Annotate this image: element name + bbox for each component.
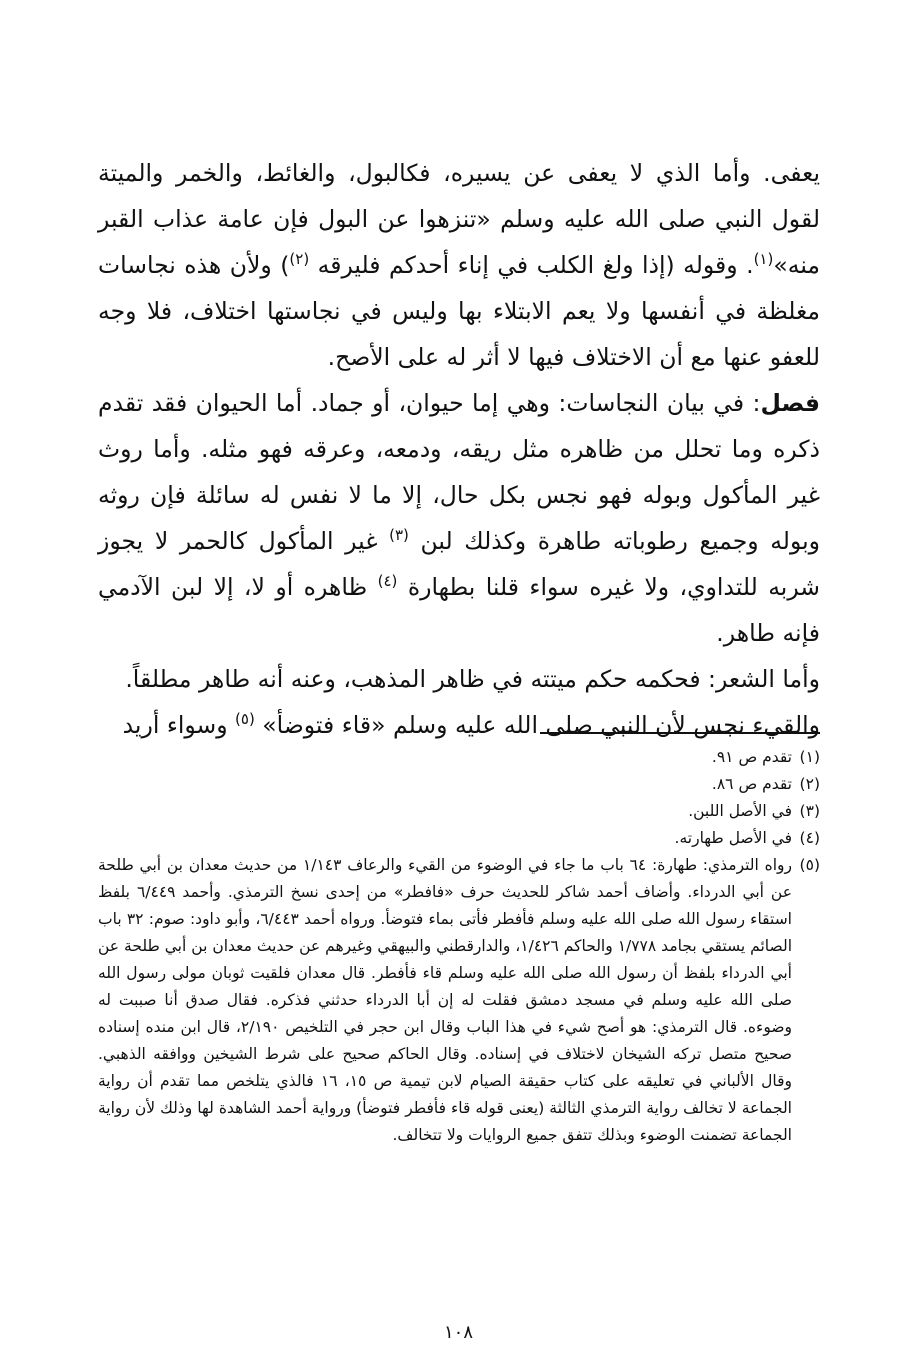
footnote-ref-1[interactable]: (١) xyxy=(753,250,774,269)
paragraph-2 xyxy=(98,380,820,656)
footnote-4 xyxy=(98,825,820,852)
footnote-ref-2[interactable]: (٢) xyxy=(289,250,310,269)
paragraph-2-text: : في بيان النجاسات: وهي إما حيوان، أو جماد. أما الحيوان فقد تقدم ذكره وما تحلل من ظاهره مثل ريقه، ودمعه، وعرقه فهو مثله. وأما روث غير المأكول وبوله فهو نجس بكل حال، إلا ما لا نفس له سائلة فإن روثه وبوله وجميع رطوباته طاهرة وكذلك لبن xyxy=(98,389,820,555)
paragraph-1-text-c: ) ولأن هذه نجاسات مغلظة في أنفسها ولا يعم الابتلاء بها وليس في نجاستها اختلاف، فلا وجه للعفو عنها مع أن الاختلاف فيها لا أثر له على الأصح. xyxy=(98,251,820,371)
paragraph-1 xyxy=(98,150,820,380)
paragraph-3 xyxy=(98,656,820,702)
footnote-number: (٢) xyxy=(799,775,820,793)
footnote-5 xyxy=(98,852,820,1149)
paragraph-1-text: يعفى. وأما الذي لا يعفى عن يسيره، فكالبول، والغائط، والخمر والميتة لقول النبي صلى الله عليه وسلم «تنزهوا عن البول فإن عامة عذاب القبر منه» xyxy=(98,159,820,279)
footnote-3 xyxy=(98,798,820,825)
footnote-ref-5[interactable]: (٥) xyxy=(235,710,255,729)
footnote-number: (٣) xyxy=(799,802,820,820)
footnote-2 xyxy=(98,771,820,798)
footnote-ref-3[interactable]: (٣) xyxy=(389,526,409,545)
footnotes xyxy=(98,744,820,1149)
paragraph-4-text-b: وسواء أريد xyxy=(122,711,236,739)
paragraph-4-text: والقيء نجس لأن النبي صلى الله عليه وسلم «قاء فتوضأ» xyxy=(254,711,820,739)
paragraph-2-text-c: ظاهره أو لا، إلا لبن الآدمي فإنه طاهر. xyxy=(98,573,820,647)
footnote-number: (١) xyxy=(799,748,820,766)
footnote-text: في الأصل طهارته. xyxy=(674,829,792,847)
paragraph-3-text: وأما الشعر: فحكمه حكم ميتته في ظاهر المذهب، وعنه أنه طاهر مطلقاً. xyxy=(125,665,820,693)
section-heading-fasl: فصل xyxy=(760,389,820,417)
paragraph-1-text-b: . وقوله (إذا ولغ الكلب في إناء أحدكم فليرقه xyxy=(309,251,754,279)
footnote-ref-4[interactable]: (٤) xyxy=(377,572,398,591)
footnote-text: في الأصل اللبن. xyxy=(688,802,792,820)
footnote-text: تقدم ص ٨٦. xyxy=(711,775,792,793)
main-text xyxy=(98,150,820,748)
footnote-divider xyxy=(540,732,820,734)
footnote-text: تقدم ص ٩١. xyxy=(711,748,792,766)
footnote-number: (٤) xyxy=(799,829,820,847)
paragraph-4 xyxy=(98,702,820,748)
footnote-number: (٥) xyxy=(799,856,820,874)
footnote-1 xyxy=(98,744,820,771)
page-number: ١٠٨ xyxy=(443,1322,473,1343)
paragraph-2-text-b: غير المأكول كالحمر لا يجوز شربه للتداوي، ولا غيره سواء قلنا بطهارة xyxy=(98,527,820,601)
footnote-text: رواه الترمذي: طهارة: ٦٤ باب ما جاء في الوضوء من القيء والرعاف ١/١٤٣ من حديث معدان بن أبي طلحة عن أبي الدرداء. وأضاف أحمد شاكر للحديث حرف «فافطر» من إحدى نسخ الترمذي. وأحمد ٦/٤٤٩ بلفظ استقاء رسول الله صلى الله عليه وسلم فأفطر فأتى بماء فتوضأ. ورواه أحمد ٦/٤٤٣، وأبو داود: صوم: ٣٢ باب الصائم يستقي بجامد ١/٧٧٨ والحاكم ١/٤٢٦، والدارقطني والبيهقي وغيرهم عن حديث معدان بن أبي طلحة عن أبي الدرداء بلفظ أن رسول الله صلى الله عليه وسلم قاء فأفطر. قال معدان فلقيت ثوبان مولى رسول الله صلى الله عليه وسلم في مسجد دمشق فقلت له إن أبا الدرداء حدثني فذكره. فقال صدق أنا صببت له وضوءه. قال الترمذي: هو أصح شيء في هذا الباب وقال ابن حجر في التلخيص ٢/١٩٠، قال ابن منده إسناده صحيح متصل تركه الشيخان لاختلاف في إسناده. وقال الحاكم صحيح على شرط الشيخين ووافقه الذهبي. وقال الألباني في تعليقه على كتاب حقيقة الصيام لابن تيمية ص ١٥، ١٦ فالذي يتلخص مما تقدم أن رواية الجماعة لا تخالف رواية الترمذي الثالثة (يعنى قوله قاء فأفطر فتوضأ) ورواية أحمد الشاهدة لها وذلك لأن رواية الجماعة تضمنت الوضوء وبذلك تتفق جميع الروايات ولا تتخالف. xyxy=(98,856,792,1144)
